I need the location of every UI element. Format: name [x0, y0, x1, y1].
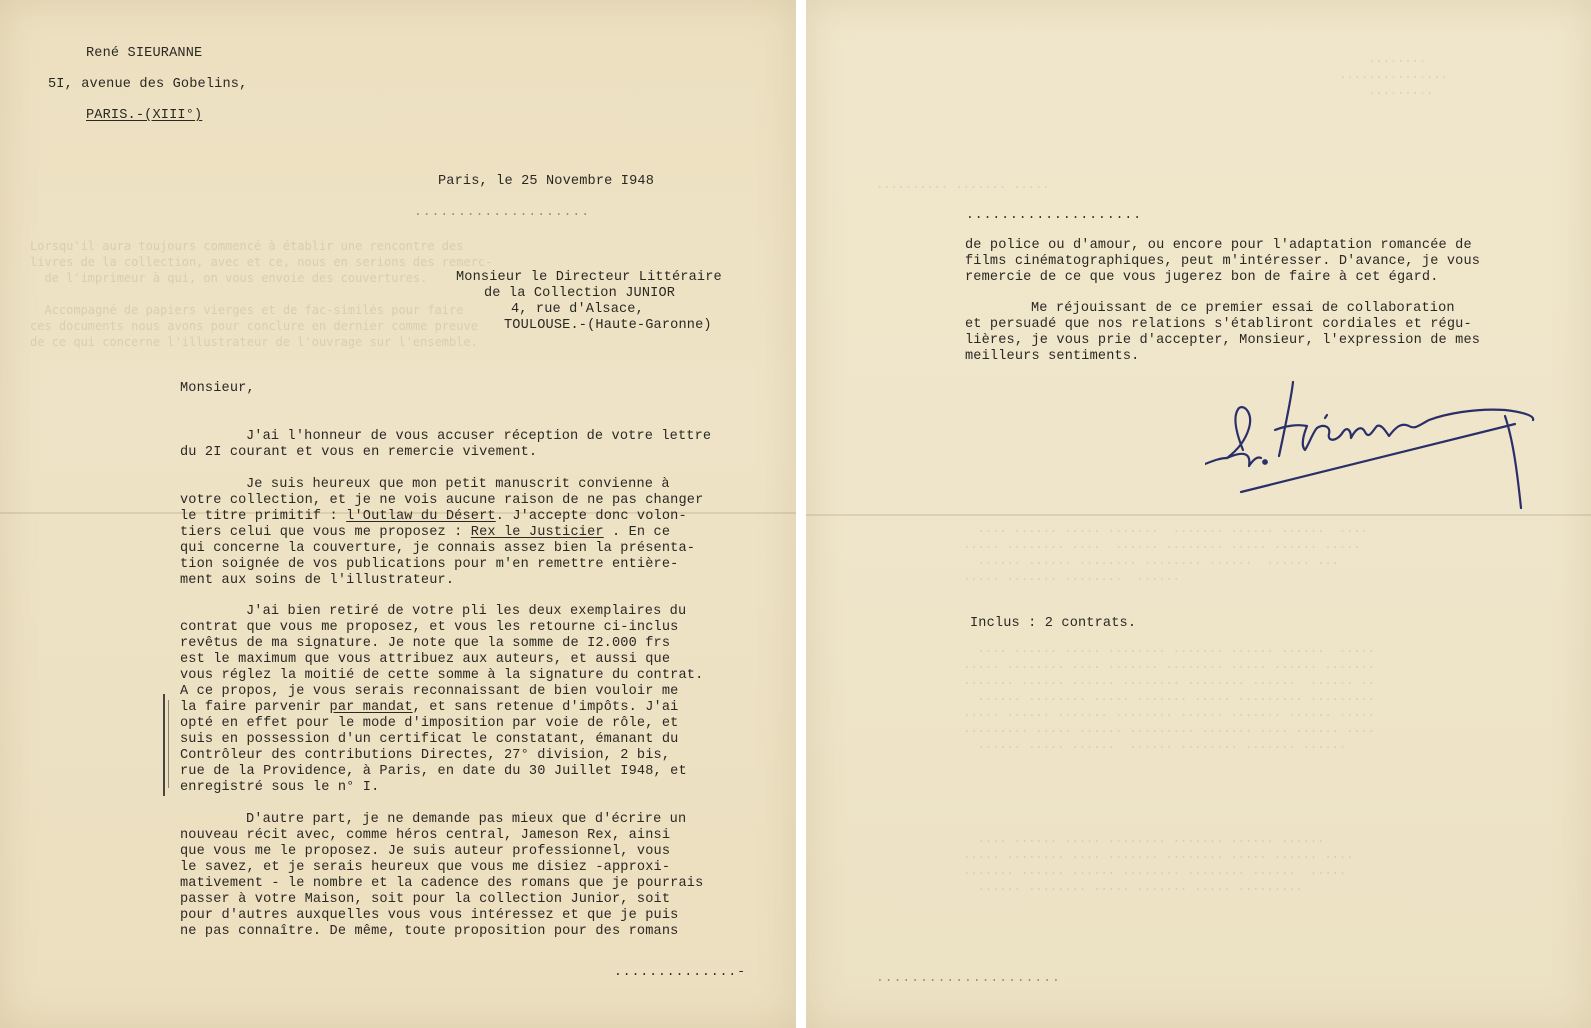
paragraph-2: Je suis heureux que mon petit manuscrit convienne à votre collection, et je ne vois aucune raison de ne pas changer le titre primitif : l'Outlaw du Désert. J'accepte donc volon- tiers celui que vous me proposez : Rex le Justicier . En ce qui concerne la couverture, je connais assez bien la présenta- tion soignée de vos publications pour m'en remettre entière- ment aux soins de l'illustrateur. [180, 477, 704, 588]
continuation-dots: ..................... [876, 970, 1061, 985]
bleed-through-text: .......... ....... ..... [876, 177, 1050, 191]
bleed-through-text: .... ...... ..... ....... ....... ...... ...... .... ..... ........ .... ...... ........ ..... ...... ..... ...... ...... ........ ........ ...... ...... ... ..... ....... ........ ...... [963, 521, 1368, 583]
recipient-line-3: 4, rue d'Alsace, [511, 302, 644, 317]
recipient-line-4: TOULOUSE.-(Haute-Garonne) [504, 318, 712, 333]
bleed-through-text: .... ...... ..... ........ ....... ...... ...... ..... ........ .... ....... ........ ..... ...... .... ....... ...... ...... ........ ........ ...... ..... ...... ........ ..... ....... ..... ......... [963, 831, 1354, 893]
paragraph-3: J'ai bien retiré de votre pli les deux exemplaires du contrat que vous me proposez, et vous les retourne ci-inclus revêtus de ma signature. Je note que la somme de I2.000 frs est le maximum que vous attribuez aux auteurs, et aussi que vous réglez la moitié de cette somme à la signature du contrat. A ce propos, je vous serais reconnaissant de bien vouloir me la faire parvenir par mandat, et sans retenue d'impôts. J'ai opté en effet pour le mode d'imposition par voie de rôle, et suis en possession d'un certificat le constatant, émanant du Contrôleur des contributions Directes, 27° division, 2 bis, rue de la Providence, à Paris, en date du 30 Juillet I948, et enregistré sous le n° I. [180, 604, 704, 795]
sender-street: 5I, avenue des Gobelins, [48, 77, 248, 92]
separator-dots: .................... [414, 204, 591, 219]
bleed-through-text: Lorsqu'il aura toujours commencé à établir une rencontre des livres de la collection, avec et ce, nous en serions des remerc- de l'imprimeur à qui, on vous envoie des couvertures. Accompagné de papiers vierges et de fac-similés pour faire ces documents nous avons pour conclure en dernier comme preuve de ce qui concerne l'illustrateur de l'ouvrage sur l'ensemble. [30, 239, 493, 349]
paragraph-1: J'ai l'honneur de vous accuser réception de votre lettre du 2I courant et vous en remercie vivement. [180, 429, 712, 460]
bleed-through-text: ........ ............... ......... [1339, 51, 1448, 97]
closing-paragraph: Me réjouissant de ce premier essai de collaboration et persuadé que nos relations s'établiront cordiales et régu- lières, je vous prie d'accepter, Monsieur, l'expression de mes meilleurs sentiments. [965, 301, 1481, 364]
payment-method: par mandat [329, 700, 413, 715]
letter-page-2 [806, 0, 1591, 1028]
page-gutter [796, 0, 806, 1028]
proposed-title: Rex le Justicier [470, 525, 604, 540]
sender-city: PARIS.-(XIII°) [86, 108, 203, 123]
recipient-line-2: de la Collection JUNIOR [484, 286, 676, 301]
salutation: Monsieur, [180, 381, 255, 396]
bleed-through-text: .... ...... ..... ........ ....... ...... ...... ..... ..... ........ .... ....... ........ ..... ...... ....... ....... ...... ...... ........ ........ ...... ...... .. ...... ........ ..... ....... ..... ......... ......... ..... ...... ....... ........ ...... ....... ...... ..... ......... ..... ...... ......... ....... .... ...... .... ...... ..... ...... ...... ........ ....... ...... [963, 641, 1376, 751]
separator-dots: .................... [966, 207, 1143, 222]
margin-mark-line [163, 694, 165, 796]
recipient-line-1: Monsieur le Directeur Littéraire [456, 270, 722, 285]
handwritten-signature [1205, 380, 1550, 510]
original-title: l'Outlaw du Désert [346, 509, 496, 524]
paragraph-continuation: de police ou d'amour, ou encore pour l'adaptation romancée de films cinématographiques, peut m'intéresser. D'avance, je vous remercie de ce que vous jugerez bon de faire à cet égard. [965, 238, 1481, 285]
sender-name: René SIEURANNE [86, 46, 203, 61]
continuation-dots: ..............- [614, 964, 747, 979]
margin-mark-line [168, 700, 169, 788]
fold-crease [806, 514, 1591, 516]
dateline: Paris, le 25 Novembre I948 [438, 174, 654, 189]
paragraph-4: D'autre part, je ne demande pas mieux que d'écrire un nouveau récit avec, comme héros central, Jameson Rex, ainsi que vous me le proposez. Je suis auteur professionnel, vous le savez, et je serais heureux que vous me disiez -approxi- mativement - le nombre et la cadence des romans que je pourrais passer à votre Maison, soit pour la collection Junior, soit pour d'autres auxquelles vous vous intéressez et que je puis ne pas connaître. De même, toute proposition pour des romans [180, 812, 704, 939]
enclosure-note: Inclus : 2 contrats. [970, 616, 1137, 631]
